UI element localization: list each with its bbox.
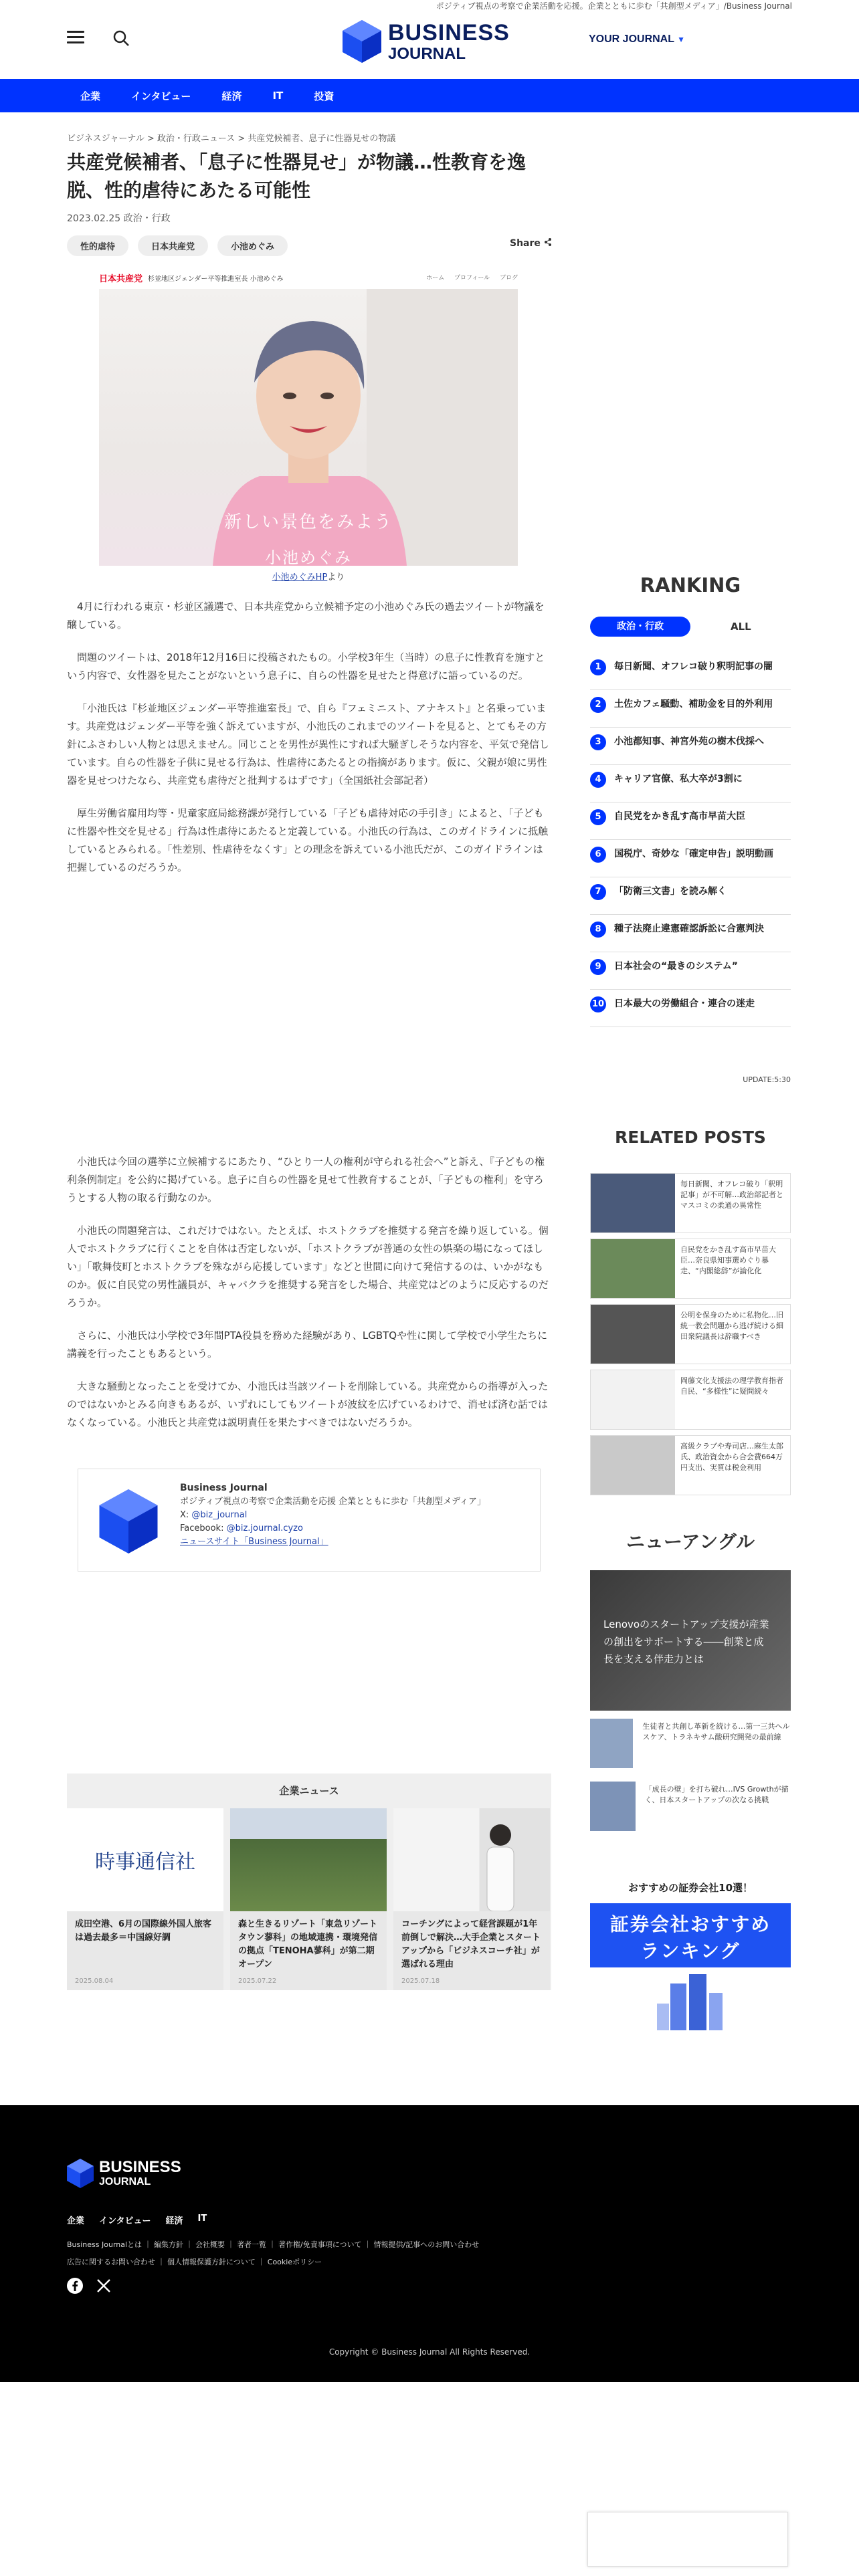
your-journal-label: YOUR JOURNAL [589,33,674,45]
ranking-title: キャリア官僚、私大卒が3割に [614,774,743,784]
site-tagline: ポジティブ視点の考察で企業活動を応援。企業とともに歩む「共創型メディア」/Business Journal [436,1,792,11]
nav-item-it[interactable]: IT [272,90,284,102]
news-card[interactable] [393,1808,550,1990]
news-card[interactable] [230,1808,387,1990]
x-label: X: [180,1510,192,1520]
ranking-update-time: UPDATE:5:30 [743,1075,791,1084]
footer-nav-item[interactable]: 経済 [165,2216,183,2226]
related-posts-heading: RELATED POSTS [615,1128,766,1147]
paragraph: 小池氏の問題発言は、これだけではない。たとえば、ホストクラブを推奨する発言を繰り返している。個人でホストクラブに行くことを自体は否定しないが、「ホストクラブが普通の女性の娯楽の場になってほしい」「歌舞伎町とホストクラブを殊ながら応援しています」などと世間に向けて発信するのは、いかがなものか。仮に自民党の男性議員が、キャバクラを推奨する発言をした場合、共産党はどのように反応するのだろうか。 [67,1224,549,1309]
hero-caption-name: 小池めぐみ [265,548,352,566]
related-posts-list [590,1173,791,1501]
nav-item-toshi[interactable]: 投資 [314,90,335,102]
related-title: 高級クラブや寿司店…麻生太郎氏、政治資金から合会費664万円支出、実質は税金利用 [680,1442,783,1472]
paragraph: 4月に行われる東京・杉並区議選で、日本共産党から立候補予定の小池めぐみ氏の過去ツイートが物議を醸している。 [67,601,545,631]
hero-brand: 日本共産党 [99,274,143,284]
related-post[interactable] [590,1239,791,1299]
copyright: Copyright © Business Journal All Rights Reserved. [328,2347,531,2357]
related-title: 毎日新聞、オフレコ破り「釈明記事」が不可解…政治部記者とマスコミの柔通の異常性 [680,1180,783,1210]
ranking-item[interactable] [590,802,791,840]
rank-number: 7 [590,884,606,900]
related-thumbnail [591,1174,675,1232]
site-logo[interactable] [343,20,518,63]
new-angle-item[interactable] [590,1719,791,1768]
related-thumbnail [591,1370,675,1429]
article-date: 2023.02.25 政治・行政 [67,213,171,224]
footer-logo-line1: BUSINESS [99,2158,181,2176]
share-label: Share [510,238,541,249]
menu-icon[interactable] [67,31,84,44]
share-icon [544,238,552,246]
rank-number: 1 [590,659,606,675]
article-body-part2 [67,1153,551,1446]
related-post[interactable] [590,1173,791,1233]
facebook-link[interactable]: @biz.journal.cyzo [226,1523,303,1533]
ranking-title: 「防衛三文書」を読み解く [614,886,727,897]
news-title: コーチングによって経営課題が1年前倒しで解決…大手企業とスタートアップから「ビジネスコーチ社」が選ばれる理由 [401,1919,541,1969]
ranking-item[interactable] [590,877,791,915]
author-name: Business Journal [180,1483,268,1493]
new-angle-thumbnail [590,1782,636,1831]
new-angle-item[interactable] [590,1782,791,1831]
rank-number: 8 [590,922,606,938]
footer-logo[interactable] [67,2159,181,2188]
news-title: 成田空港、6月の国際線外国人旅客は過去最多＝中国線好調 [75,1919,212,1943]
ranking-item[interactable] [590,952,791,990]
logo-line2: JOURNAL [388,44,466,63]
related-title: 自民党をかき乱す高市早苗大臣…奈良県知事選めぐり暴走、“内閣総辞”が論化化 [680,1245,776,1275]
footer-social [67,2278,111,2294]
ranking-heading: RANKING [640,574,741,597]
jiji-logo-text: 時事通信社 [95,1850,195,1874]
portrait-photo [99,289,518,566]
paragraph: 問題のツイートは、2018年12月16日に投稿されたもの。小学校3年生（当時）の息子に性教育を施すという内容で、女性器を見たことがないという息子に、自らの性器を見せたと得意げに語っているのだ。 [67,651,545,681]
ranking-list [590,653,791,1027]
securities-ad-banner[interactable] [590,1903,791,2037]
news-thumbnail [230,1808,387,1911]
hero-image [99,266,518,566]
caret-down-icon: ▼ [677,35,686,44]
related-thumbnail [591,1305,675,1364]
credit-suffix: より [327,572,345,582]
nav-item-kigyo[interactable]: 企業 [80,90,101,102]
news-card[interactable] [67,1808,223,1990]
ranking-title: 種子法廃止違憲確認訴訟に合憲判決 [614,924,764,934]
ranking-item[interactable] [590,690,791,728]
paragraph: 大きな騒動となったことを受けてか、小池氏は当該ツイートを削除している。共産党からの指導が入ったのではないかとみる向きもあるが、いずれにしてもツイートが波紋を広げているわけで、消せば済む話ではなくなっている。小池氏と共産党は説明責任を果たすべきではないだろうか。 [67,1380,549,1428]
author-desc: ポジティブ視点の考察で企業活動を応援 企業とともに歩む「共創型メディア」 [180,1497,486,1507]
breadcrumb[interactable]: ビジネスジャーナル > 政治・行政ニュース > 共産党候補者、息子に性器見せの物議 [67,134,396,144]
rank-number: 10 [590,996,606,1012]
new-angle-heading: ニューアングル [626,1531,755,1553]
x-link[interactable]: @biz_journal [191,1510,248,1520]
tag-list [67,235,288,256]
related-thumbnail [591,1239,675,1298]
rank-number: 6 [590,847,606,863]
rank-number: 5 [590,809,606,825]
share-button[interactable] [510,238,552,249]
ranking-title: 国税庁、奇妙な「確定申告」説明動画 [614,849,773,859]
author-logo-icon [98,1489,159,1553]
nav-item-interview[interactable]: インタビュー [131,90,191,102]
corporate-news [67,1774,551,1990]
footer-nav-item[interactable]: インタビュー [99,2216,151,2226]
ranking-item[interactable] [590,915,791,952]
hero-position: 杉並地区ジェンダー平等推進室長 小池めぐみ [148,275,284,283]
rank-number: 9 [590,959,606,975]
footer-nav-item[interactable]: IT [197,2214,207,2224]
ranking-title: 自民党をかき乱す高市早苗大臣 [614,811,745,822]
news-title: 森と生きるリゾート「東急リゾートタウン蓼科」の地域連携・環境発信の拠点「TENOHA蓼科」が第二期オープン [238,1919,378,1969]
rank-number: 2 [590,697,606,713]
ad-line2: ランキング [640,1940,741,1962]
footer-nav-item[interactable]: 企業 [67,2216,85,2226]
your-journal-link[interactable] [589,33,685,45]
article-title: 共産党候補者、「息子に性器見せ」が物議…性教育を逸脱、性的虐待にあたる可能性 [67,151,527,201]
news-date: 2025.08.04 [75,1977,114,1985]
ranking-title: 小池都知事、神宮外苑の樹木伐採へ [614,736,764,747]
related-post[interactable] [590,1435,791,1495]
main-nav [0,79,859,112]
floating-widget[interactable] [587,2512,788,2567]
new-angle-feature-title: Lenovoのスタートアップ支援が産業の創出をサポートする――創業と成長を支える伴走力とは [603,1618,769,1665]
paragraph: 小池氏は今回の選挙に立候補するにあたり、“ひとり一人の権利が守られる社会へ”と訴え、『子どもの権利条例制定』を公約に掲げている。息子に自らの性器を見せて性教育することが、「子どもの権利」を守ろうとする人物の取る行動なのか。 [67,1156,545,1204]
new-angle-title: 生徒者と共創し革新を続ける…第一三共ヘルスケア、トラネキサム酸研究開発の最前線 [642,1722,790,1741]
tab-all[interactable]: ALL [731,621,751,633]
ranking-title: 土佐カフェ騒動、補助金を目的外利用 [614,699,773,710]
ranking-tabs [590,617,791,637]
corporate-news-heading: 企業ニュース [279,1785,339,1797]
tag-chip[interactable]: 日本共産党 [138,235,208,256]
nav-item-keizai[interactable]: 経済 [221,90,242,102]
ad-line1: 証券会社おすすめ [609,1913,771,1935]
paragraph: さらに、小池氏は小学校で3年間PTA役員を務めた経験があり、LGBTQや性に関して学校で小学生たちに講義を行ったこともあるという。 [67,1329,548,1360]
hero-caption: 新しい景色をみよう [223,512,393,532]
ranking-item[interactable] [590,765,791,802]
footer-logo-mark-icon [67,2159,94,2188]
x-icon[interactable] [96,2278,111,2293]
ranking-item[interactable] [590,728,791,765]
ranking-item[interactable] [590,840,791,877]
site-footer [0,2105,859,2382]
paragraph: 「小池氏は『杉並地区ジェンダー平等推進室長』で、自ら『フェミニスト、アナキスト』と名乗っています。共産党はジェンダー平等を強く訴えていますが、小池氏のこれまでのツイートを見ると、とてもその方針にふさわしい人物とは思えません。同じことを男性が異性にすれば大騒ぎしそうな内容を、平気で発信しています。自らの性器を子供に見せる行為は、性虐待にあたるとの指摘があります。仮に、父親が娘に男性器を見せつけたなら、共産党も虐待だと批判するはずです」（全国紙社会部記者） [67,702,549,786]
paragraph: 厚生労働省雇用均等・児童家庭局総務課が発行している「子ども虐待対応の手引き」によると、「子どもに性器や性交を見せる」行為は性虐待にあたると定義している。小池氏の行為は、このガイドラインに抵触しているとみられる。「性差別、性虐待をなくす」との理念を訴えている小池氏だが、このガイドラインは把握しているのだろうか。 [67,807,549,873]
related-title: 岡藤文化支援法の理学教育指者自民、“多様性”に疑問続々 [680,1376,783,1396]
footer-nav [67,2214,207,2226]
facebook-label: Facebook: [180,1523,227,1533]
search-icon[interactable] [112,29,130,47]
ranking-title: 日本最大の労働組合・連合の迷走 [614,998,755,1009]
author-card [78,1469,541,1572]
ranking-title: 毎日新聞、オフレコ破り釈明記事の闇 [614,661,773,672]
buildings-illustration-icon [650,1970,731,2034]
tag-chip[interactable]: 小池めぐみ [217,235,288,256]
ranking-item[interactable] [590,990,791,1027]
tag-chip[interactable]: 性的虐待 [67,235,128,256]
logo-mark-icon [343,20,381,63]
footer-logo-line2: JOURNAL [99,2176,151,2187]
image-credit [99,570,518,582]
tab-politics[interactable]: 政治・行政 [590,617,690,637]
hero-nav: ホーム プロフィール ブログ [426,275,518,282]
footer-links-row1[interactable]: Business Journalとは ｜ 編集方針 ｜ 会社概要 ｜ 著者一覧 ｜ 著作権/免責事項について ｜ 情報提供/記事へのお問い合わせ [67,2240,480,2249]
related-title: 公明を保身のために私物化…旧統一教会問題から逃げ続ける細田衆院議長は辞職すべき [680,1311,783,1341]
news-thumbnail [393,1808,550,1911]
related-thumbnail [591,1436,675,1495]
footer-links-row2[interactable]: 広告に関するお問い合わせ ｜ 個人情報保護方針について ｜ Cookieポリシー [67,2258,322,2266]
new-angle-title: 「成長の壁」を打ち破れ…IVS Growthが描く、日本スタートアップの次なる挑戦 [644,1785,789,1804]
related-post[interactable] [590,1370,791,1430]
site-link[interactable]: ニュースサイト「Business Journal」 [180,1537,328,1547]
credit-link[interactable]: 小池めぐみHP [272,572,328,582]
new-angle-thumbnail [590,1719,633,1768]
rank-number: 4 [590,772,606,788]
news-date: 2025.07.22 [238,1977,277,1985]
related-post[interactable] [590,1304,791,1364]
rank-number: 3 [590,734,606,750]
new-angle-feature[interactable] [590,1570,791,1711]
ranking-title: 日本社会の“最きのシステム” [614,961,739,972]
news-thumbnail [67,1808,223,1911]
footer-links [67,2236,589,2271]
ad-heading: おすすめの証券会社10選！ [628,1882,753,1894]
article-body-part1 [67,598,551,891]
ranking-item[interactable] [590,653,791,690]
news-date: 2025.07.18 [401,1977,440,1985]
facebook-icon[interactable] [67,2278,83,2294]
logo-line1: BUSINESS [388,19,510,45]
